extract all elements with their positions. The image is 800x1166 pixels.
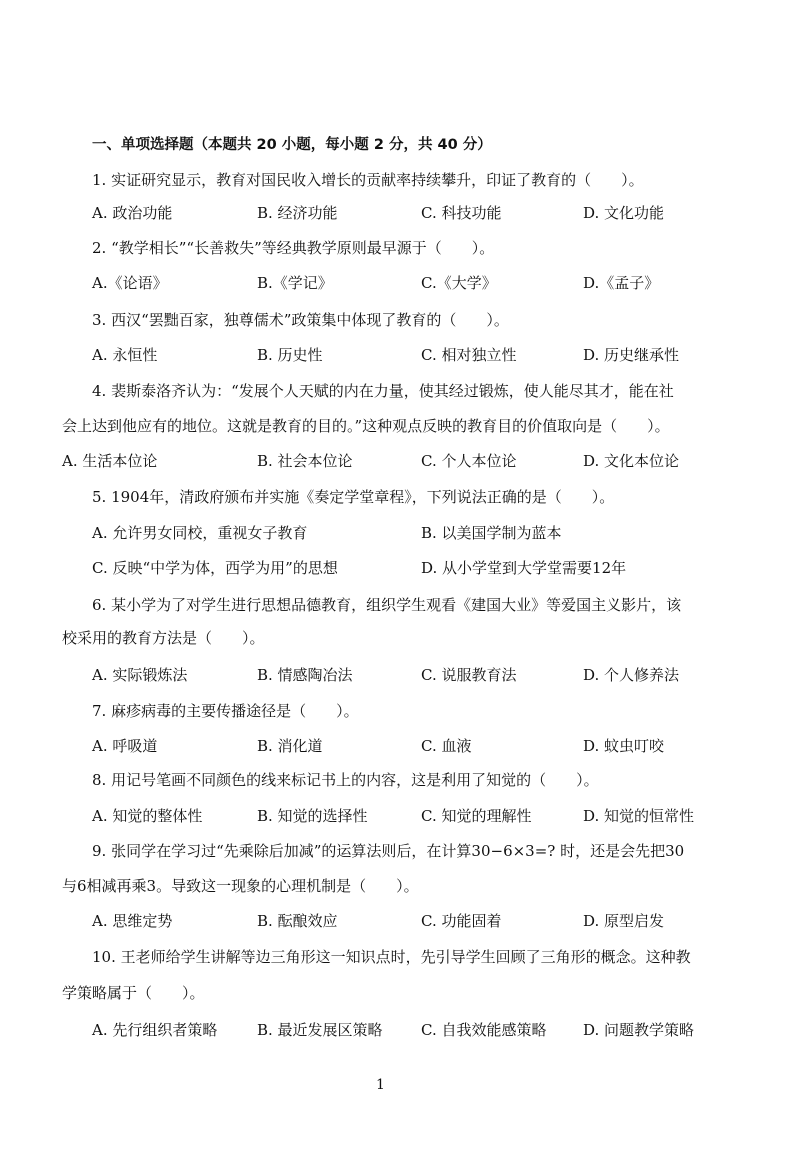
question-10-option-b: B. 最近发展区策略 [257, 1021, 383, 1039]
section-heading: 一、单项选择题（本题共 20 小题，每小题 2 分，共 40 分） [92, 137, 492, 153]
question-9-option-d: D. 原型启发 [583, 912, 665, 930]
question-5-option-c: C. 反映“中学为体，西学为用”的思想 [92, 559, 338, 577]
question-9-stem-line-2: 与6相减再乘3。导致这一现象的心理机制是（ ）。 [62, 877, 419, 895]
question-3-option-a: A. 永恒性 [92, 346, 158, 364]
question-5-option-d: D. 从小学堂到大学堂需要12年 [421, 559, 627, 577]
question-8-stem: 8. 用记号笔画不同颜色的线来标记书上的内容，这是利用了知觉的（ ）。 [92, 771, 599, 789]
question-4-option-d: D. 文化本位论 [583, 452, 680, 470]
question-6-option-a: A. 实际锻炼法 [92, 666, 188, 684]
question-6-option-c: C. 说服教育法 [421, 666, 517, 684]
question-5-option-a: A. 允许男女同校，重视女子教育 [92, 524, 308, 542]
question-2-option-a: A.《论语》 [92, 274, 168, 292]
question-9-option-a: A. 思维定势 [92, 912, 173, 930]
question-9-option-b: B. 酝酿效应 [257, 912, 338, 930]
question-8-option-c: C. 知觉的理解性 [421, 807, 532, 825]
question-10-stem-line-2: 学策略属于（ ）。 [62, 984, 205, 1002]
question-3-option-c: C. 相对独立性 [421, 346, 517, 364]
question-6-option-b: B. 情感陶冶法 [257, 666, 353, 684]
question-4-option-a: A. 生活本位论 [62, 452, 158, 470]
question-4-option-b: B. 社会本位论 [257, 452, 353, 470]
question-2-stem: 2. “教学相长”“长善救失”等经典教学原则最早源于（ ）。 [92, 239, 495, 257]
question-10-option-c: C. 自我效能感策略 [421, 1021, 547, 1039]
question-1-stem: 1. 实证研究显示，教育对国民收入增长的贡献率持续攀升，印证了教育的（ ）。 [92, 171, 644, 189]
question-6-stem-line-2: 校采用的教育方法是（ ）。 [62, 629, 265, 647]
question-5-stem: 5. 1904年，清政府颁布并实施《奏定学堂章程》，下列说法正确的是（ ）。 [92, 488, 615, 506]
question-4-stem-line-2: 会上达到他应有的地位。这就是教育的目的。”这种观点反映的教育目的价值取向是（ ）。 [62, 417, 670, 435]
question-1-option-a: A. 政治功能 [92, 204, 173, 222]
question-7-option-a: A. 呼吸道 [92, 737, 158, 755]
question-10-option-a: A. 先行组织者策略 [92, 1021, 218, 1039]
question-9-stem-line-1: 9. 张同学在学习过“先乘除后加减”的运算法则后，在计算30−6×3=? 时，还是会先把30 [92, 842, 685, 860]
question-1-option-d: D. 文化功能 [583, 204, 665, 222]
question-3-option-d: D. 历史继承性 [583, 346, 680, 364]
question-5-option-b: B. 以美国学制为蓝本 [421, 524, 562, 542]
question-8-option-b: B. 知觉的选择性 [257, 807, 368, 825]
question-2-option-c: C.《大学》 [421, 274, 497, 292]
page-number: 1 [376, 1077, 385, 1093]
question-10-option-d: D. 问题教学策略 [583, 1021, 695, 1039]
question-2-option-b: B.《学记》 [257, 274, 333, 292]
question-8-option-d: D. 知觉的恒常性 [583, 807, 695, 825]
question-9-option-c: C. 功能固着 [421, 912, 502, 930]
question-1-option-b: B. 经济功能 [257, 204, 338, 222]
question-10-stem-line-1: 10. 王老师给学生讲解等边三角形这一知识点时，先引导学生回顾了三角形的概念。这种教 [92, 948, 691, 966]
question-1-option-c: C. 科技功能 [421, 204, 502, 222]
question-6-option-d: D. 个人修养法 [583, 666, 680, 684]
question-2-option-d: D.《孟子》 [583, 274, 660, 292]
question-4-stem-line-1: 4. 裴斯泰洛齐认为：“发展个人天赋的内在力量，使其经过锻炼，使人能尽其才，能在社 [92, 382, 674, 400]
question-7-option-c: C. 血液 [421, 737, 472, 755]
question-7-option-d: D. 蚊虫叮咬 [583, 737, 665, 755]
question-4-option-c: C. 个人本位论 [421, 452, 517, 470]
question-3-stem: 3. 西汉“罢黜百家，独尊儒术”政策集中体现了教育的（ ）。 [92, 311, 509, 329]
question-8-option-a: A. 知觉的整体性 [92, 807, 203, 825]
question-7-stem: 7. 麻疹病毒的主要传播途径是（ ）。 [92, 702, 359, 720]
question-3-option-b: B. 历史性 [257, 346, 323, 364]
question-6-stem-line-1: 6. 某小学为了对学生进行思想品德教育，组织学生观看《建国大业》等爱国主义影片，该 [92, 596, 682, 614]
question-7-option-b: B. 消化道 [257, 737, 323, 755]
